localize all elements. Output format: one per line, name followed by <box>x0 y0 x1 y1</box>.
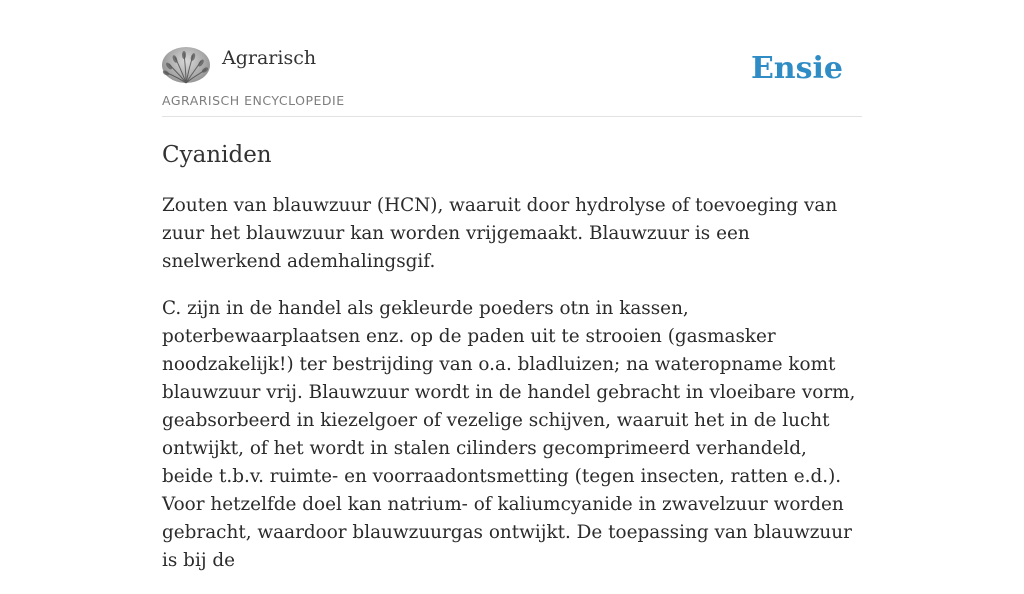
book-subtitle: AGRARISCH ENCYCLOPEDIE <box>162 93 345 108</box>
entry-paragraph: C. zijn in de handel als gekleurde poeders otn in kassen, poterbewaarplaatsen enz. op de paden uit te strooien (gasmasker noodzakelijk!) ter bestrijding van o.a. bladluizen; na wateropname komt blauwzuur vrij. Blauwzuur wordt in de handel gebracht in vloeibare vorm, geabsorbeerd in kiezelgoer of vezelige schijven, waaruit het in de lucht ontwijkt, of het wordt in stalen cilinders gecomprimeerd verhandeld, beide t.b.v. ruimte- en voorraadontsmetting (tegen insecten, ratten e.d.). Voor hetzelfde doel kan natrium- of kaliumcyanide in zwavelzuur worden gebracht, waardoor blauwzuurgas ontwijkt. De toepassing van blauwzuur is bij de <box>162 298 856 571</box>
ensie-logo-link[interactable]: Ensie <box>750 51 843 86</box>
book-title[interactable]: Agrarisch <box>222 47 317 69</box>
wheat-sheaf-icon[interactable] <box>162 47 210 83</box>
entry-content <box>162 192 862 594</box>
header <box>162 0 862 117</box>
entry-paragraph: Zouten van blauwzuur (HCN), waaruit door hydrolyse of toevoeging van zuur het blauwzuur kan worden vrijgemaakt. Blauwzuur is een snelwerkend ademhalingsgif. <box>162 195 838 272</box>
entry-title: Cyaniden <box>162 142 272 168</box>
page <box>162 0 862 571</box>
